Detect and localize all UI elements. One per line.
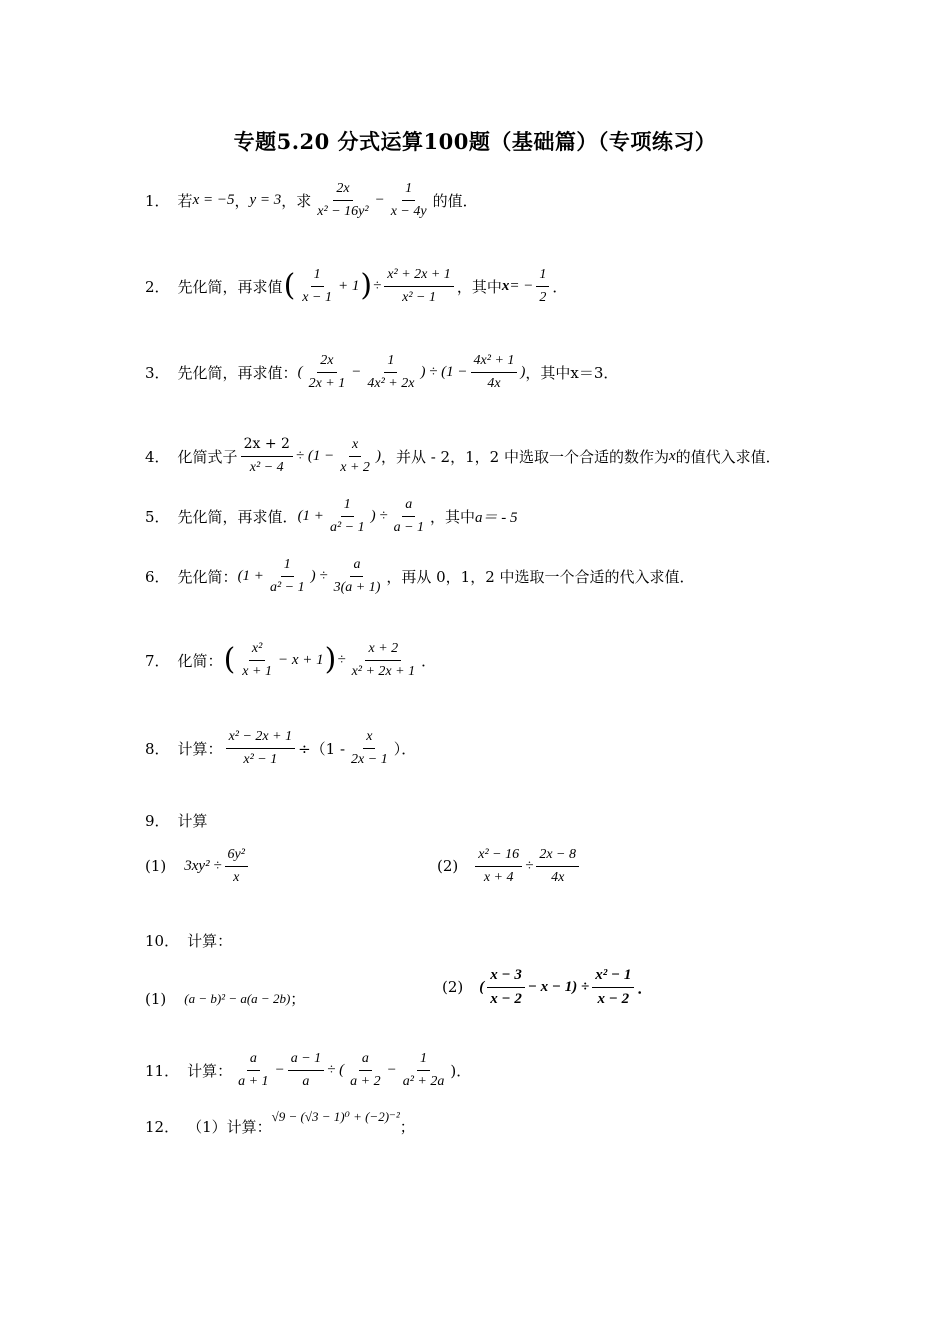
paren-left: ( <box>283 268 296 303</box>
fraction <box>235 1050 271 1090</box>
numerator: 2x <box>317 352 336 373</box>
numerator: x² − 16 <box>475 846 522 867</box>
numerator: 6y² <box>225 846 248 867</box>
punct: ； <box>290 990 306 1008</box>
fraction <box>471 352 518 392</box>
math-expr: ÷ (1 − <box>295 447 335 464</box>
denominator: 3(a + 1) <box>333 579 381 595</box>
numerator: 2x <box>333 180 352 201</box>
denominator: x² − 4 <box>249 459 284 475</box>
problem-text: ，并从 - 2，1，2 中选取一个合适的数作为 <box>380 447 669 466</box>
numerator: x² − 2x + 1 <box>226 728 296 749</box>
math-expr: √9 − (√3 − 1)⁰ + (−2)⁻² <box>271 1108 400 1124</box>
subproblem-10-2 <box>442 966 652 1009</box>
problem-text: 化简式子 <box>177 447 238 466</box>
punct: ）． <box>393 739 417 758</box>
denominator: a − 1 <box>393 519 425 535</box>
numerator: 1 <box>536 266 549 287</box>
problem-text: 的值． <box>432 191 478 210</box>
problem-1 <box>145 180 478 220</box>
condition: a＝ - 5 <box>475 509 518 526</box>
fraction <box>347 1050 383 1090</box>
problem-text: 先化简，再求值． <box>177 507 298 526</box>
operator: − <box>386 1061 397 1078</box>
numerator: 1 <box>281 556 294 577</box>
operator: − <box>374 191 385 208</box>
problem-text: 先化简，再求值： <box>177 363 298 382</box>
punct: ． <box>421 651 437 670</box>
problem-text: 计算： <box>177 739 223 758</box>
subproblem-9-1 <box>145 846 251 886</box>
denominator: x + 4 <box>483 869 514 885</box>
problem-text: 化简： <box>177 651 223 670</box>
math-expr: (1 + <box>297 507 324 524</box>
math-expr: ) ÷ <box>310 567 328 584</box>
fraction <box>331 556 384 596</box>
paren-right: ) <box>375 447 381 464</box>
math-expr: 3xy² ÷ <box>184 857 222 874</box>
sub-label: (1) <box>145 857 167 875</box>
numerator: x² + 2x + 1 <box>384 266 454 287</box>
math-expr: (1 + <box>237 567 264 584</box>
punct: ． <box>552 277 568 296</box>
fraction <box>388 180 430 220</box>
problem-text: 的值代入求值． <box>675 447 781 466</box>
math-expr: ) ÷ <box>370 507 388 524</box>
denominator: x − 1 <box>302 289 332 305</box>
denominator: x − 2 <box>597 990 630 1007</box>
sub-label: (1) <box>145 989 167 1008</box>
math-expr: − x − 1) ÷ <box>527 978 590 995</box>
denominator: 4x <box>487 375 501 391</box>
fraction <box>267 556 308 596</box>
denominator: 2x + 1 <box>308 375 346 391</box>
numerator: x <box>363 728 375 749</box>
problem-4 <box>145 436 781 476</box>
problem-text: 计算： <box>187 932 233 950</box>
problem-text: 计算 <box>177 812 208 830</box>
denominator: 2x − 1 <box>351 751 388 767</box>
operator: − <box>351 363 362 380</box>
numerator: a <box>247 1050 260 1071</box>
math-expr: ÷ ( <box>327 1061 345 1078</box>
fraction <box>226 728 296 768</box>
problem-number: 9． <box>145 812 170 830</box>
fraction <box>592 966 634 1009</box>
problem-number: 8． <box>145 739 170 758</box>
variable: x <box>668 447 676 464</box>
numerator: 4x² + 1 <box>471 352 518 373</box>
fraction <box>348 728 391 768</box>
fraction <box>225 846 248 886</box>
fraction <box>475 846 522 886</box>
problem-8 <box>145 728 416 768</box>
punct: ， <box>234 191 250 210</box>
math-expr: y = 3 <box>249 191 282 208</box>
problem-number: 10． <box>145 932 180 950</box>
denominator: 2 <box>539 289 547 305</box>
fraction <box>314 180 371 220</box>
numerator: 1 <box>417 1050 430 1071</box>
problem-3 <box>145 352 618 392</box>
numerator: x² − 1 <box>592 966 634 988</box>
numerator: a <box>359 1050 372 1071</box>
numerator: 1 <box>341 496 354 517</box>
fraction <box>337 436 373 476</box>
denominator: x² − 1 <box>243 751 278 767</box>
operator: ÷ <box>337 651 346 668</box>
problem-5 <box>145 496 518 536</box>
math-expr: = − <box>509 277 534 294</box>
numerator: 1 <box>384 352 397 373</box>
fraction <box>288 1050 324 1090</box>
denominator: a <box>302 1073 310 1089</box>
denominator: x <box>233 869 240 885</box>
problem-number: 6． <box>145 567 170 586</box>
subproblem-9-2 <box>437 846 582 886</box>
denominator: a² + 2a <box>402 1073 445 1089</box>
denominator: a² − 1 <box>329 519 365 535</box>
problem-number: 11． <box>145 1061 180 1080</box>
fraction <box>384 266 454 306</box>
paren-right: ) <box>520 363 526 380</box>
condition: x＝3． <box>570 363 619 382</box>
fraction <box>327 496 368 536</box>
numerator: 1 <box>402 180 415 201</box>
problem-2 <box>145 266 567 306</box>
paren-right: ) <box>360 268 373 303</box>
problem-10 <box>145 930 232 951</box>
denominator: x² + 2x + 1 <box>351 663 416 679</box>
paren-left: ( <box>479 978 485 995</box>
math-expr: x = −5 <box>192 191 235 208</box>
problem-text: ，再从 0，1，2 中选取一个合适的代入求值． <box>386 567 695 586</box>
subproblem-10-1 <box>145 988 305 1009</box>
problem-number: 12． <box>145 1118 180 1136</box>
problem-6 <box>145 556 695 596</box>
problem-number: 7． <box>145 651 170 670</box>
numerator: a <box>350 556 363 577</box>
operator: ÷ <box>525 857 534 874</box>
problem-number: 4． <box>145 447 170 466</box>
numerator: 1 <box>311 266 324 287</box>
punct: ； <box>399 1118 415 1136</box>
denominator: a + 1 <box>238 1073 269 1089</box>
problem-text: 先化简： <box>177 567 238 586</box>
math-expr: − x + 1 <box>277 651 324 668</box>
problem-number: 3． <box>145 363 170 382</box>
paren-left: ( <box>297 363 303 380</box>
page-title: 专题5.20 分式运算100题（基础篇）（专项练习） <box>233 129 717 154</box>
problem-number: 2． <box>145 277 170 296</box>
fraction <box>239 640 275 680</box>
denominator: a² − 1 <box>269 579 305 595</box>
math-expr: (a − b)² − a(a − 2b) <box>184 990 291 1006</box>
variable: x <box>501 277 510 294</box>
denominator: a + 2 <box>350 1073 381 1089</box>
denominator: 4x <box>551 869 565 885</box>
fraction <box>487 966 525 1009</box>
problem-7 <box>145 640 436 680</box>
problem-text: ，其中 <box>430 507 476 526</box>
denominator: x − 4y <box>390 203 427 219</box>
fraction <box>536 266 549 306</box>
math-expr: ) ÷ (1 − <box>420 363 468 380</box>
numerator: x − 3 <box>487 966 525 988</box>
denominator: x + 2 <box>340 459 370 475</box>
paren-right: ) <box>324 642 337 677</box>
fraction <box>536 846 579 886</box>
fraction <box>391 496 427 536</box>
numerator: x² <box>249 640 265 661</box>
problem-12 <box>145 1108 415 1137</box>
numerator: x <box>349 436 361 457</box>
denominator: 4x² + 2x <box>367 375 415 391</box>
problem-text: ，求 <box>281 191 312 210</box>
math-expr: + 1 <box>337 277 360 294</box>
numerator: 2x − 8 <box>536 846 579 867</box>
sub-label: (2) <box>437 857 459 875</box>
sub-label: (2) <box>442 978 464 997</box>
punct: )． <box>450 1061 472 1080</box>
problem-number: 5． <box>145 507 170 526</box>
denominator: x − 2 <box>490 990 522 1007</box>
problem-text: 若 <box>177 191 193 210</box>
problem-text: （1）计算： <box>187 1118 272 1136</box>
numerator: a − 1 <box>288 1050 324 1071</box>
punct: ． <box>637 978 653 997</box>
fraction <box>364 352 417 392</box>
problem-number: 1． <box>145 191 170 210</box>
problem-text: 计算： <box>187 1061 233 1080</box>
operator: − <box>274 1061 285 1078</box>
math-expr: ÷（1 - <box>298 739 346 758</box>
operator: ÷ <box>373 277 382 294</box>
problem-text: ，其中 <box>456 277 502 296</box>
problem-text: ，其中 <box>525 363 571 382</box>
fraction <box>306 352 349 392</box>
problem-text: 先化简，再求值 <box>177 277 283 296</box>
denominator: x² − 16y² <box>317 203 369 219</box>
problem-9 <box>145 810 208 831</box>
denominator: x² − 1 <box>402 289 436 305</box>
fraction <box>400 1050 448 1090</box>
fraction <box>241 436 293 476</box>
problem-11 <box>145 1050 471 1090</box>
numerator: a <box>402 496 415 517</box>
numerator: x + 2 <box>365 640 401 661</box>
paren-left: ( <box>223 642 236 677</box>
denominator: x + 1 <box>242 663 272 679</box>
numerator: 2x + 2 <box>241 436 293 457</box>
fraction <box>349 640 419 680</box>
fraction <box>299 266 335 306</box>
